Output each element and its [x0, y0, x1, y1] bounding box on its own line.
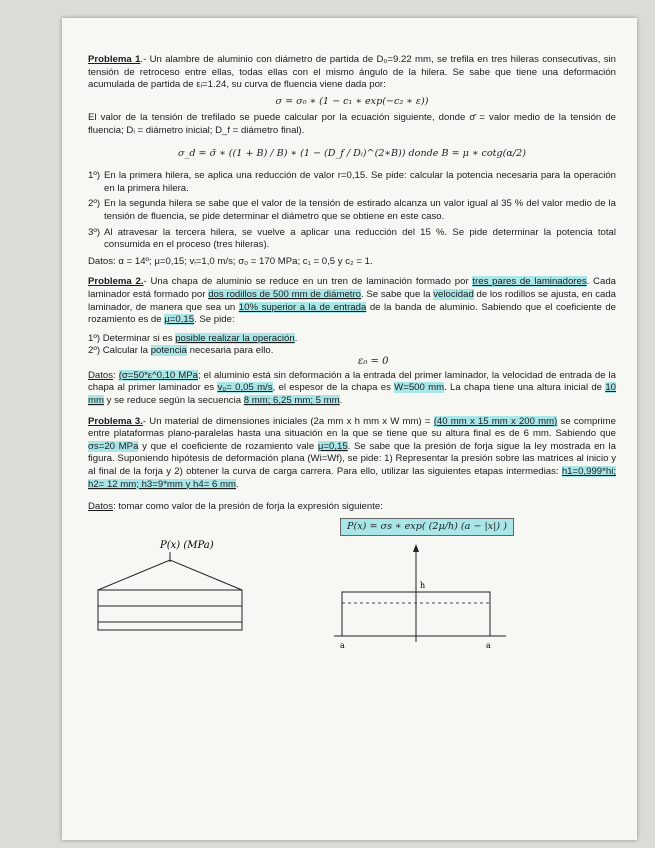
text-span: . [235, 478, 239, 490]
a-right-label: a [486, 641, 491, 651]
question-text: En la primera hilera, se aplica una reducción de valor r=0,15. Se pide: calcular la potencia necesaria para la operación en la primera hilera. [104, 170, 616, 194]
question-item [88, 227, 616, 252]
text-span: . Cada laminador está formado por [88, 276, 616, 300]
problem-3-data [88, 501, 616, 514]
text-span: y se reduce según la secuencia [103, 395, 244, 407]
highlight: tres pares de laminadores [472, 276, 587, 288]
handwritten-annotation: ε₀ = 0 [358, 355, 389, 367]
problem-1-title: Problema 1 [88, 54, 141, 65]
data-label: Datos [88, 501, 114, 513]
text-span: 2º) Calcular la [88, 345, 151, 357]
highlight: σs=20 MPa [88, 440, 139, 452]
text-span: - Una chapa de aluminio se reduce en un tren de laminación formado por [143, 276, 473, 288]
question-text: Al atravesar la tercera hilera, se vuelve a aplicar una reducción del 15 %. Se pide determinar la potencia total consumida en el proceso (tres hileras). [104, 226, 616, 251]
text-span: : [113, 369, 119, 381]
highlight: potencia [150, 345, 187, 357]
pressure-figure [88, 538, 616, 658]
flow-curve-equation: σ = σ₀ ∗ (1 − c₁ ∗ exp(−c₂ ∗ ε)) [275, 95, 429, 107]
text-span: . [294, 332, 298, 344]
figures [88, 538, 616, 658]
y-axis-arrow [413, 544, 419, 552]
text-span: - Un material de dimensiones iniciales (2a mm x h mm x W mm) = [142, 415, 434, 427]
question-number: 3º) [88, 226, 101, 238]
highlight: posible realizar la operación [175, 332, 295, 344]
highlight: h1=0,999*hi; h2= 12 mm; h3=9*mm y h4= 6 mm [88, 466, 616, 490]
text-span: . Se sabe que la [361, 288, 434, 300]
problem-2-intro [88, 276, 616, 326]
question-number: 1º) [88, 170, 101, 182]
a-left-label: a [340, 641, 345, 651]
problem-2-title: Problema 2. [88, 276, 144, 288]
question-text: En la segunda hilera se sabe que el valor de la tensión de estirado alcanza un valor igual al 35 % del valor medio de la tensión de fluencia, se pide determinar el diámetro que se obtiene en este caso. [104, 198, 616, 222]
pressure-axis-label: P(x) (MPa) [160, 540, 214, 552]
document-content [88, 54, 616, 658]
text-span: 1º) Determinar si es [88, 332, 176, 344]
text-span: . La chapa tiene una altura inicial de [444, 382, 606, 394]
question-item [88, 170, 616, 195]
question-item [88, 198, 616, 223]
problem-2-question-2 [88, 345, 616, 358]
highlight: v₀= 0,05 m/s [217, 382, 273, 394]
highlight: (σ=50*ε^0,10 MPa [118, 369, 198, 381]
die-outline [98, 590, 242, 630]
text-span: , el espesor de la chapa es [272, 382, 395, 394]
problem-1-text: .- Un alambre de aluminio con diámetro de partida de D₀=9.22 mm, se trefila en tres hileras consecutivas, sin tensión de retroceso entre ellas, todas ellas con el mismo ángulo de la hilera. Se sabe que tiene una deformación acumulada de partida de εᵢ=1.24, su curva de fluencia viene dada por: [88, 54, 616, 91]
text-span: y que el coeficiente de rozamiento vale [138, 440, 318, 452]
highlight: μ=0,15 [317, 440, 348, 452]
text-span: necesaria para ello. [186, 345, 274, 357]
question-number: 2º) [88, 198, 101, 210]
problem-1-drawing-stress-text: El valor de la tensión de trefilado se puede calcular por la ecuación siguiente, donde σ̄ = valor medio de la tensión de fluencia; Dᵢ = diámetro inicial; D_f = diámetro final). [88, 112, 616, 136]
text-span: se comprime entre plataformas plano-paralelas hasta una situación en la que se tiene que su altura final es de 6 mm. Sabiendo que [88, 415, 616, 440]
problem-2-question-1 [88, 333, 616, 346]
pressure-curve [98, 560, 242, 590]
problem-3-title: Problema 3. [88, 415, 143, 427]
problem-2-data [88, 370, 616, 408]
document-page [62, 18, 637, 840]
height-label: h [420, 581, 426, 591]
problem-1-intro [88, 54, 616, 92]
highlight: 8 mm; 6,25 mm; 5 mm [243, 395, 340, 407]
text-span: de la banda de aluminio. Sabiendo que el coeficiente de rozamiento es de [88, 301, 617, 326]
text-span: : tomar como valor de la presión de forja la expresión siguiente: [113, 501, 383, 513]
highlight: velocidad [433, 288, 474, 300]
problem-1-data: Datos: α = 14º; μ=0,15; vᵢ=1,0 m/s; σ₀ = 170 MPa; c₁ = 0,5 y c₂ = 1. [88, 255, 373, 267]
highlight: 10 mm [88, 382, 616, 407]
highlight: μ=0,15 [164, 314, 195, 326]
text-span: . Se sabe que la presión de forja sigue la ley mostrada en la figura. Suponiendo hipótesis de deformación plana (Wi=Wf), se pide: 1) Representar la presión sobre las matrices al inicio y al final de la forja y 2) obtener la curva de carga carrera. Para ello, utilizar las siguientes etapas intermedias: [88, 440, 616, 478]
problem-3-intro [88, 416, 616, 492]
highlight: W=500 mm [394, 382, 445, 394]
problem-1-questions [88, 170, 616, 252]
highlight: (40 mm x 15 mm x 200 mm) [433, 415, 558, 427]
text-span: de los rodillos se ajusta, en cada laminador, de manera que sea un [88, 288, 616, 313]
drawing-stress-equation: σ_d = σ̄ ∗ ((1 + B) / B) ∗ (1 − (D_f / Dᵢ)^(2∗B)) donde B = μ ∗ cotg(α/2) [178, 147, 526, 159]
text-span: . Se pide: [194, 314, 235, 326]
highlight: dos rodillos de 500 mm de diámetro [208, 288, 361, 300]
data-label: Datos [88, 369, 114, 381]
text-span: . [339, 395, 343, 407]
text-span: ; el aluminio está sin deformación a la entrada del primer laminador, la velocidad de entrada de la chapa al primer laminador es [88, 369, 616, 394]
highlight: 10% superior a la de entrada [238, 301, 367, 313]
forging-pressure-formula: P(x) = σs ∗ exp( (2μ/h) (a − |x|) ) [340, 518, 514, 537]
